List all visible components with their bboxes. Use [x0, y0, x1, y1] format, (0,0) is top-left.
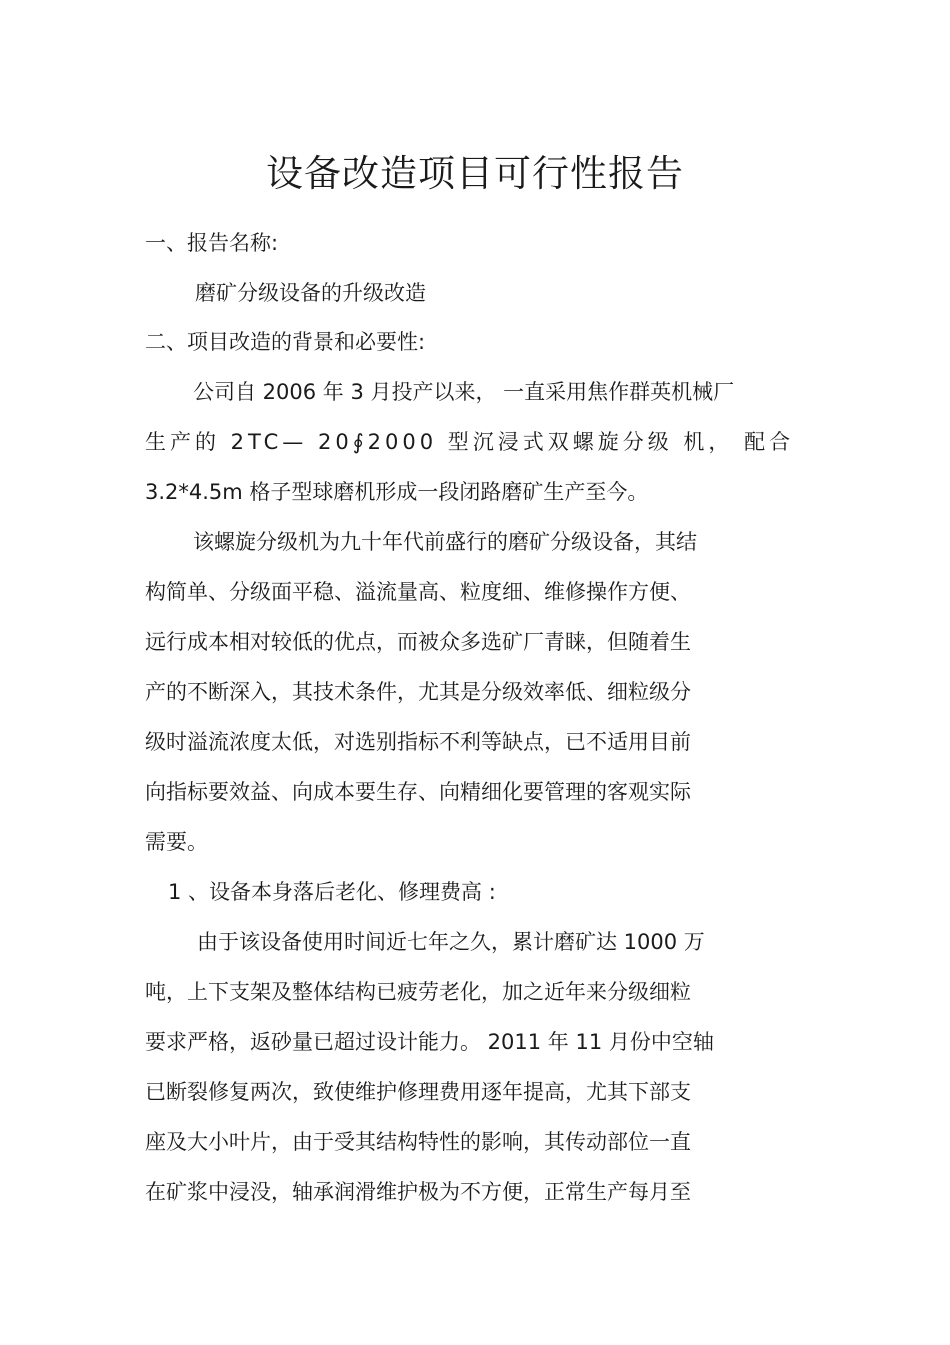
subsection-heading-1: 1 、设备本身落后老化、修理费高 :: [168, 880, 496, 904]
paragraph-line: 远行成本相对较低的优点，而被众多选矿厂青睐，但随着生: [145, 630, 691, 654]
paragraph-line: 座及大小叶片，由于受其结构特性的影响，其传动部位一直: [145, 1130, 691, 1154]
project-name: 磨矿分级设备的升级改造: [195, 281, 426, 305]
paragraph-line: 构简单、分级面平稳、溢流量高、粒度细、维修操作方便、: [145, 580, 691, 604]
section-heading-2: 二、项目改造的背景和必要性:: [145, 330, 426, 354]
paragraph-line: 公司自 2006 年 3 月投产以来， 一直采用焦作群英机械厂: [193, 380, 735, 404]
paragraph-line: 要求严格，返砂量已超过设计能力。 2011 年 11 月份中空轴: [145, 1030, 714, 1054]
paragraph-line: 产的不断深入，其技术条件，尤其是分级效率低、细粒级分: [145, 680, 691, 704]
section-heading-1: 一、报告名称:: [145, 231, 279, 255]
paragraph-line: 吨，上下支架及整体结构已疲劳老化，加之近年来分级细粒: [145, 980, 691, 1004]
paragraph-line: 3.2*4.5m 格子型球磨机形成一段闭路磨矿生产至今。: [145, 480, 649, 504]
paragraph-line: 级时溢流浓度太低，对选别指标不利等缺点，已不适用目前: [145, 730, 691, 754]
document-title: 设备改造项目可行性报告: [266, 152, 684, 195]
paragraph-line: 该螺旋分级机为九十年代前盛行的磨矿分级设备，其结: [193, 530, 697, 554]
paragraph-line: 已断裂修复两次，致使维护修理费用逐年提高，尤其下部支: [145, 1080, 691, 1104]
paragraph-line: 向指标要效益、向成本要生存、向精细化要管理的客观实际: [145, 780, 691, 804]
paragraph-line: 由于该设备使用时间近七年之久，累计磨矿达 1000 万: [197, 930, 705, 954]
paragraph-line: 生产的 2TC— 20∮2000 型沉浸式双螺旋分级 机， 配合: [145, 430, 795, 454]
paragraph-line: 在矿浆中浸没，轴承润滑维护极为不方便，正常生产每月至: [145, 1180, 691, 1204]
paragraph-line: 需要。: [145, 830, 208, 854]
